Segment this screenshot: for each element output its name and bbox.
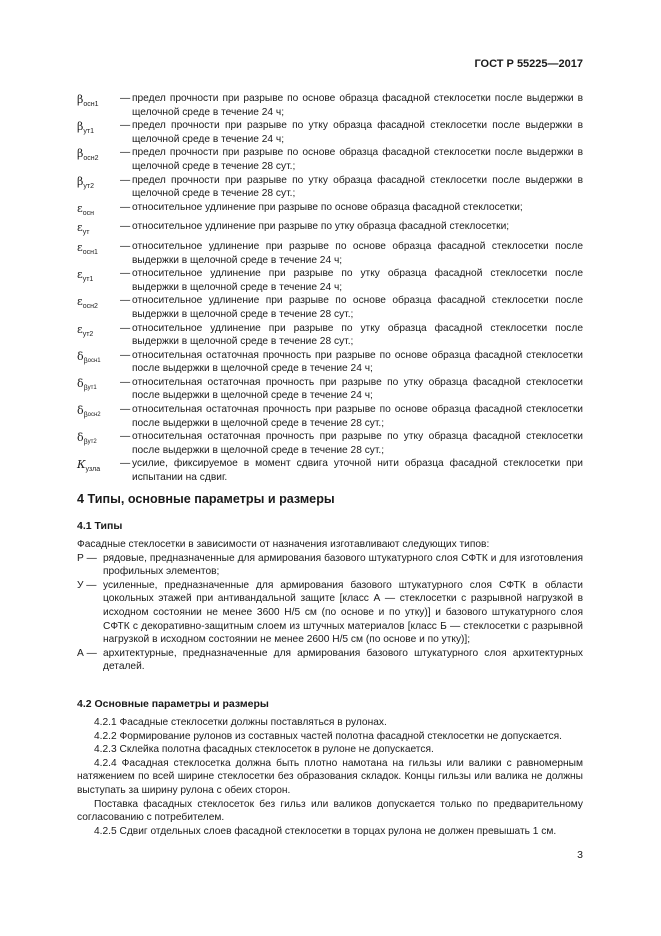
paragraph: 4.2.2 Формирование рулонов из составных частей полотна фасадной стеклосетки не допускается.	[94, 730, 562, 742]
definition-dash: —	[120, 268, 131, 280]
type-item	[77, 552, 583, 579]
section-4-1-heading: 4.1 Типы	[77, 520, 123, 532]
definition-dash: —	[120, 174, 131, 186]
paragraph: 4.2.1 Фасадные стеклосетки должны поставляться в рулонах.	[94, 717, 387, 728]
type-item	[77, 647, 583, 674]
definition-text: предел прочности при разрыве по утку образца фасадной стеклосетки после выдержки в щелочной среде в течение 24 ч;	[132, 120, 583, 145]
definition-text: предел прочности при разрыве по утку образца фасадной стеклосетки после выдержки в щелочной среде в течение 28 сут.;	[132, 174, 583, 200]
section-4-2-heading: 4.2 Основные параметры и размеры	[77, 698, 269, 710]
definition-item	[77, 119, 583, 146]
type-description: рядовые, предназначенные для армирования базового штукатурного слоя СФТК и для изготовления профильных элементов;	[103, 552, 583, 578]
definition-text: относительное удлинение при разрыве по основе образца фасадной стеклосетки после выдержки в щелочной среде в течение 24 ч;	[132, 240, 583, 266]
definition-text: относительная остаточная прочность при разрыве по утку образца фасадной стеклосетки после выдержки в щелочной среде в течение 24 ч;	[132, 376, 583, 402]
section-4-2-body	[77, 716, 583, 838]
definition-symbol: $\delta_\beta ут1$	[77, 376, 97, 392]
symbol-definitions-list	[77, 92, 583, 485]
definition-text: относительное удлинение при разрыве по основе образца фасадной стеклосетки;	[132, 201, 523, 213]
type-letter: Р —	[77, 552, 97, 564]
definition-item	[77, 240, 583, 267]
definition-symbol: $\beta_{осн2}$	[77, 147, 99, 163]
definition-dash: —	[120, 458, 131, 470]
definition-text: усилие, фиксируемое в момент сдвига уточной нити образца фасадной стеклосетки при испытании на сдвиг.	[132, 458, 583, 484]
definition-text: относительное удлинение при разрыве по утку образца фасадной стеклосетки после выдержки в щелочной среде в течение 28 сут.;	[132, 322, 583, 348]
definition-item	[77, 92, 583, 119]
type-description: усиленные, предназначенные для армирования базового штукатурного слоя СФТК в области цокольных этажей при антивандальной защите [класс А — стеклосетки с разрывной нагрузкой в исходном состоянии не менее 3600 Н/5 см (по основе и по утку)] и базового штукатурного слоя СФТК с декоративно-защитным слоем из штучных материалов [класс Б — стеклосетки с разрывной нагрузкой в исходном состоянии не менее 2600 Н/5 см (по основе и по утку)];	[103, 579, 583, 646]
page-number: 3	[577, 849, 583, 861]
definition-item	[77, 294, 583, 321]
section-4-1-body	[77, 538, 583, 674]
definition-dash: —	[120, 376, 131, 388]
definition-dash: —	[120, 404, 131, 416]
type-letter: У —	[77, 579, 97, 591]
section-4-heading: 4 Типы, основные параметры и размеры	[77, 492, 335, 506]
definition-text: предел прочности при разрыве по основе образца фасадной стеклосетки после выдержки в щелочной среде в течение 28 сут.;	[132, 147, 583, 172]
types-intro: Фасадные стеклосетки в зависимости от назначения изготавливают следующих типов:	[77, 539, 490, 550]
definition-item	[77, 403, 583, 430]
definition-item	[77, 349, 583, 376]
definition-symbol: $\beta_{ут1}$	[77, 120, 94, 136]
definition-item	[77, 322, 583, 349]
definition-symbol: $\varepsilon_{ут}$	[77, 221, 90, 237]
definition-text: относительное удлинение при разрыве по утку образца фасадной стеклосетки;	[132, 221, 510, 233]
definition-dash: —	[120, 201, 131, 213]
standard-code: ГОСТ Р 55225—2017	[474, 58, 583, 70]
definition-item	[77, 201, 583, 221]
definition-text: относительная остаточная прочность при разрыве по основе образца фасадной стеклосетки после выдержки в щелочной среде в течение 28 сут.;	[132, 404, 583, 429]
definition-dash: —	[120, 120, 131, 132]
definition-symbol: $\varepsilon_{осн1}$	[77, 240, 98, 256]
definition-item	[77, 457, 583, 484]
definition-text: относительное удлинение при разрыве по утку образца фасадной стеклосетки после выдержки в щелочной среде в течение 24 ч;	[132, 268, 583, 293]
type-item	[77, 579, 583, 647]
definition-dash: —	[120, 322, 131, 334]
definition-symbol: $\varepsilon_{осн2}$	[77, 295, 98, 311]
definition-dash: —	[120, 295, 131, 307]
type-letter: А —	[77, 647, 97, 659]
definition-item	[77, 267, 583, 294]
paragraph: Поставка фасадных стеклосеток без гильз или валиков допускается только по предварительному согласованию с потребителем.	[77, 798, 583, 824]
definition-item	[77, 146, 583, 173]
definition-symbol: $\varepsilon_{осн}$	[77, 201, 94, 217]
paragraph: 4.2.3 Склейка полотна фасадных стеклосеток в рулоне не допускается.	[94, 744, 434, 756]
definition-symbol: $\delta_\beta осн2$	[77, 404, 101, 420]
definition-text: относительная остаточная прочность при разрыве по утку образца фасадной стеклосетки после выдержки в щелочной среде в течение 28 сут.;	[132, 431, 583, 456]
definition-dash: —	[120, 431, 131, 443]
definition-symbol: $\varepsilon_{ут2}$	[77, 322, 94, 338]
definition-dash: —	[120, 93, 131, 104]
definition-item	[77, 220, 583, 240]
definition-text: предел прочности при разрыве по основе образца фасадной стеклосетки после выдержки в щелочной среде в течение 24 ч;	[132, 93, 583, 118]
definition-item	[77, 376, 583, 403]
definition-text: относительная остаточная прочность при разрыве по основе образца фасадной стеклосетки после выдержки в щелочной среде в течение 24 ч;	[132, 349, 583, 375]
definition-symbol: $\beta_{осн1}$	[77, 93, 99, 108]
definition-dash: —	[120, 349, 131, 361]
definition-dash: —	[120, 240, 131, 252]
definition-item	[77, 174, 583, 201]
paragraph: 4.2.4 Фасадная стеклосетка должна быть плотно намотана на гильзы или валики с равномерным натяжением по всей ширине стеклосетки без образования складок. Концы гильзы или валика не должны выступать за ширину рулона с обеих сторон.	[77, 757, 583, 796]
paragraph: 4.2.5 Сдвиг отдельных слоев фасадной стеклосетки в торцах рулона не должен превышать 1 см.	[94, 825, 557, 837]
definition-item	[77, 430, 583, 457]
definition-text: относительное удлинение при разрыве по основе образца фасадной стеклосетки после выдержки в щелочной среде в течение 28 сут.;	[132, 295, 583, 320]
definition-symbol: $\beta_{ут2}$	[77, 174, 94, 190]
definition-symbol: $\delta_\beta ут2$	[77, 431, 97, 447]
definition-dash: —	[120, 147, 131, 159]
definition-symbol: $К_{узла}$	[77, 458, 101, 474]
definition-symbol: $\delta_\beta осн1$	[77, 349, 101, 365]
type-description: архитектурные, предназначенные для армирования базового штукатурного слоя архитектурных деталей.	[103, 647, 583, 673]
definition-dash: —	[120, 221, 131, 233]
definition-symbol: $\varepsilon_{ут1}$	[77, 268, 94, 284]
